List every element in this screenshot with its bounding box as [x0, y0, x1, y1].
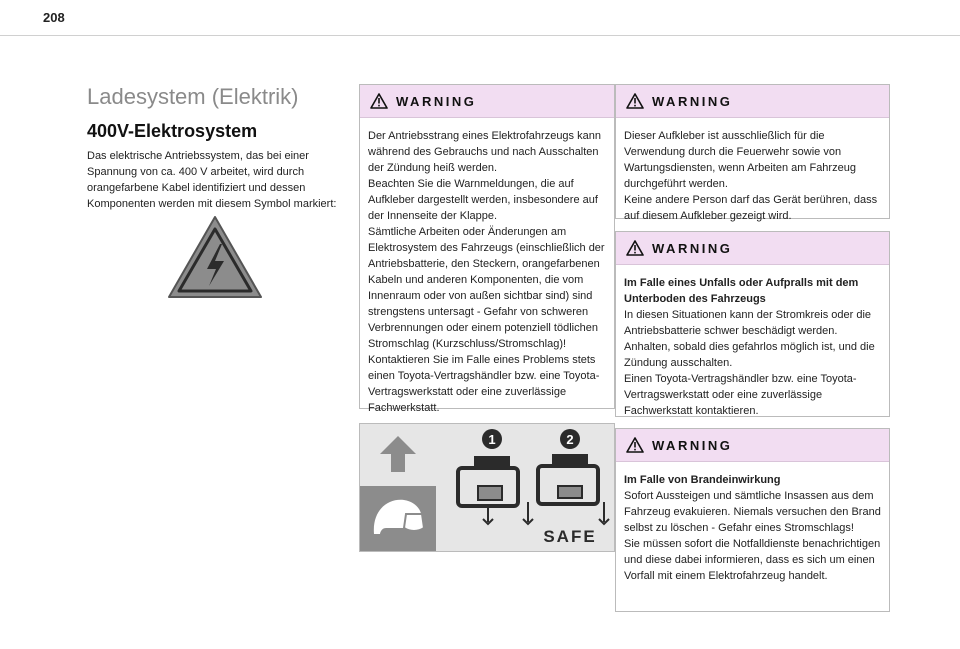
warning-title: WARNING	[652, 93, 733, 109]
sub-title: 400V-Elektrosystem	[87, 121, 258, 141]
warning-triangle-icon	[626, 437, 644, 453]
warning-box-2	[615, 84, 890, 222]
warning-header	[616, 429, 889, 462]
svg-text:1: 1	[488, 432, 496, 447]
warning-header	[616, 232, 889, 265]
step-2-badge	[560, 429, 580, 449]
safe-label: SAFE	[543, 527, 597, 546]
top-divider	[0, 35, 960, 36]
warning-text: Kontaktieren Sie im Falle eines Problems stets einen Toyota-Vertragshändler bzw. eine Toyota-Vertragswerkstatt oder eine zuverlässige Fachwerkstatt.	[368, 354, 600, 414]
warning-triangle-icon	[626, 93, 644, 109]
intro-text: Das elektrische Antriebssystem, das bei einer Spannung von ca. 400 V arbeitet, wird durch orangefarbene Kabel identifiziert und dessen Komponenten werden mit diesem Symbol markiert:	[87, 150, 337, 210]
warning-header	[360, 85, 614, 118]
page-number: 208	[43, 10, 65, 25]
warning-box-1	[359, 84, 615, 414]
warning-text: Der Antriebsstrang eines Elektrofahrzeugs kann während des Gebrauchs und nach Ausschalten der Zündung heiß werden.	[368, 130, 601, 174]
warning-text: Dieser Aufkleber ist ausschließlich für die Verwendung durch die Feuerwehr sowie von Wartungsdiensten, wenn Arbeiten am Fahrzeug durchgeführt werden.	[624, 130, 856, 190]
warning-text: Beachten Sie die Warnmeldungen, die auf Aufkleber dargestellt werden, insbesondere auf der Innenseite der Klappe.	[368, 178, 598, 222]
warning-text: Anhalten, sobald dies gefahrlos möglich ist, und die Zündung ausschalten.	[624, 341, 875, 369]
warning-title: WARNING	[652, 437, 733, 453]
warning-text: Keine andere Person darf das Gerät berühren, dass auf diesem Aufkleber gezeigt wird.	[624, 194, 878, 222]
warning-title: WARNING	[652, 240, 733, 256]
svg-text:2: 2	[566, 432, 574, 447]
warning-header	[616, 85, 889, 118]
warning-text: Sämtliche Arbeiten oder Änderungen am Elektrosystem des Fahrzeugs (einschließlich der Antriebsbatterie, den Steckern, orangefarbenen Kabeln und anderen Komponenten, die vom Innenraum oder von außen sichtbar sind) sind strengstens untersagt - Gefahr von schweren Verbrennungen oder einem potenziell tödlichen Stromschlag (Kurzschluss/Stromschlag)!	[368, 226, 605, 350]
emergency-sticker-illustration	[359, 423, 615, 552]
warning-box-3	[615, 231, 890, 417]
warning-triangle-icon	[370, 93, 388, 109]
warning-triangle-icon	[626, 240, 644, 256]
warning-text: In diesen Situationen kann der Stromkreis oder die Antriebsbatterie schwer beschädigt werden.	[624, 309, 872, 337]
warning-text: Sie müssen sofort die Notfalldienste benachrichtigen und diese dabei informieren, dass es sich um einen Vorfall mit einem Elektrofahrzeug handelt.	[624, 538, 881, 582]
warning-text: Sofort Aussteigen und sämtliche Insassen aus dem Fahrzeug evakuieren. Niemals versuchen den Brand selbst zu löschen - Gefahr eines Stromschlags!	[624, 490, 881, 534]
section-title: Ladesystem (Elektrik)	[87, 84, 299, 109]
warning-text: Einen Toyota-Vertragshändler bzw. eine Toyota-Vertragswerkstatt oder eine zuverlässige Fachwerkstatt kontaktieren.	[624, 373, 857, 417]
warning-heading: Im Falle von Brandeinwirkung	[624, 474, 781, 486]
warning-heading: Im Falle eines Unfalls oder Aufpralls mit dem Unterboden des Fahrzeugs	[624, 277, 859, 305]
warning-box-4	[615, 428, 890, 612]
step-1-badge	[482, 429, 502, 449]
high-voltage-warning-icon	[166, 214, 264, 300]
warning-title: WARNING	[396, 93, 477, 109]
